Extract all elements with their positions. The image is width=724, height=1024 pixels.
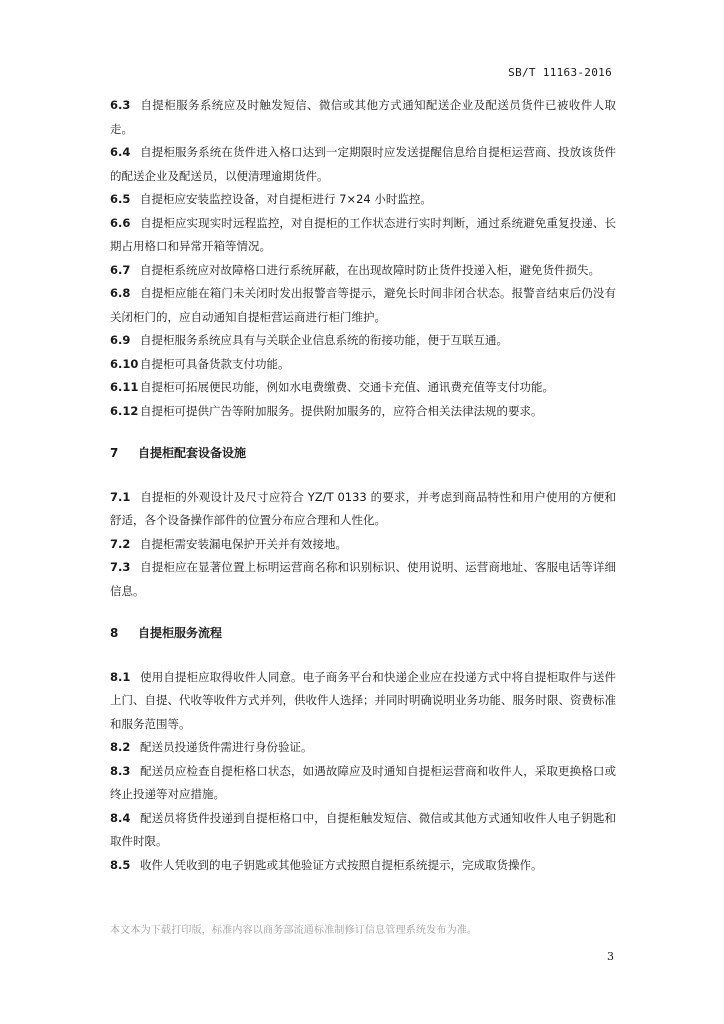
clause-number: 6.9 xyxy=(110,333,131,347)
clause-6-10 xyxy=(110,353,616,377)
clause-number: 6.12 xyxy=(110,403,139,418)
clause-text: 自提柜应安装监控设备，对自提柜进行 7×24 小时监控。 xyxy=(140,192,432,206)
section-title: 自提柜配套设备设施 xyxy=(138,446,247,460)
clause-number: 8.4 xyxy=(110,810,131,825)
clause-text: 配送员应检查自提柜格口状态，如遇故障应及时通知自提柜运营商和收件人，采取更换格口或终止投递等对应措施。 xyxy=(110,763,616,801)
clause-6-6 xyxy=(110,212,616,259)
section-number: 7 xyxy=(110,446,119,460)
clause-text: 配送员将货件投递到自提柜格口中，自提柜触发短信、微信或其他方式通知收件人电子钥匙和取件时限。 xyxy=(110,810,616,848)
clause-7-1 xyxy=(110,486,616,533)
clause-number: 6.5 xyxy=(110,192,131,206)
clause-8-4 xyxy=(110,807,616,854)
clause-8-2 xyxy=(110,736,616,760)
clause-number: 7.3 xyxy=(110,560,131,574)
clause-text: 自提柜需安装漏电保护开关并有效接地。 xyxy=(140,536,347,551)
clause-6-7 xyxy=(110,259,616,283)
section-8-clauses xyxy=(110,666,616,878)
section-8-heading xyxy=(110,622,616,646)
clause-number: 6.11 xyxy=(110,380,139,394)
clause-6-8 xyxy=(110,282,616,329)
clause-number: 6.10 xyxy=(110,356,139,371)
clause-number: 6.4 xyxy=(110,145,131,159)
clause-8-5 xyxy=(110,854,616,878)
clause-text: 自提柜系统应对故障格口进行系统屏蔽，在出现故障时防止货件投递入柜，避免货件损失。 xyxy=(140,262,600,277)
clause-text: 自提柜可提供广告等附加服务。提供附加服务的，应符合相关法律法规的要求。 xyxy=(140,403,543,418)
clause-text: 配送员投递货件需进行身份验证。 xyxy=(140,740,313,754)
clause-text: 自提柜的外观设计及尺寸应符合 YZ/T 0133 的要求，并考虑到商品特性和用户使用的方便和舒适，各个设备操作部件的位置分布应合理和人性化。 xyxy=(110,489,616,527)
clause-number: 8.5 xyxy=(110,857,131,872)
clause-text: 自提柜服务系统应及时触发短信、微信或其他方式通知配送企业及配送员货件已被收件人取走。 xyxy=(110,98,616,136)
section-6-clauses xyxy=(110,94,616,423)
clause-number: 6.7 xyxy=(110,262,131,277)
section-7-heading xyxy=(110,442,616,466)
standard-code: SB/T 11163-2016 xyxy=(508,66,612,79)
clause-6-12 xyxy=(110,400,616,424)
clause-6-9 xyxy=(110,329,616,353)
clause-number: 7.1 xyxy=(110,489,131,504)
clause-6-11 xyxy=(110,376,616,400)
clause-6-5 xyxy=(110,188,616,212)
clause-text: 自提柜应在显著位置上标明运营商名称和识别标识、使用说明、运营商地址、客服电话等详细信息。 xyxy=(110,560,616,598)
clause-7-3 xyxy=(110,556,616,603)
clause-text: 自提柜服务系统应具有与关联企业信息系统的衔接功能，便于互联互通。 xyxy=(140,333,508,347)
clause-7-2 xyxy=(110,533,616,557)
section-7-clauses xyxy=(110,486,616,604)
clause-text: 自提柜应实现实时远程监控，对自提柜的工作状态进行实时判断，通过系统避免重复投递、长期占用格口和异常开箱等情况。 xyxy=(110,215,616,253)
clause-text: 自提柜服务系统在货件进入格口达到一定期限时应发送提醒信息给自提柜运营商、投放该货件的配送企业及配送员，以便清理逾期货件。 xyxy=(110,145,616,183)
clause-8-1 xyxy=(110,666,616,737)
clause-6-3 xyxy=(110,94,616,141)
clause-text: 自提柜应能在箱门未关闭时发出报警音等提示，避免长时间非闭合状态。报警音结束后仍没有关闭柜门的，应自动通知自提柜营运商进行柜门维护。 xyxy=(110,286,616,324)
clause-number: 8.1 xyxy=(110,669,131,684)
clause-number: 6.3 xyxy=(110,98,131,112)
clause-number: 6.6 xyxy=(110,215,131,230)
section-number: 8 xyxy=(110,626,119,640)
clause-6-4 xyxy=(110,141,616,188)
clause-text: 收件人凭收到的电子钥匙或其他验证方式按照自提柜系统提示，完成取货操作。 xyxy=(140,857,543,872)
clause-number: 8.3 xyxy=(110,763,131,778)
clause-number: 7.2 xyxy=(110,536,131,551)
section-title: 自提柜服务流程 xyxy=(138,626,223,640)
clause-text: 使用自提柜应取得收件人同意。电子商务平台和快递企业应在投递方式中将自提柜取件与送件上门、自提、代收等收件方式并列，供收件人选择；并同时明确说明业务功能、服务时限、资费标准和服务范围等。 xyxy=(110,669,616,731)
page-number: 3 xyxy=(607,950,614,963)
download-disclaimer: 本文本为下载打印版，标准内容以商务部流通标准制修订信息管理系统发布为准。 xyxy=(110,925,478,936)
clause-number: 6.8 xyxy=(110,286,131,300)
clause-text: 自提柜可拓展便民功能，例如水电费缴费、交通卡充值、通讯费充值等支付功能。 xyxy=(140,380,554,394)
clause-text: 自提柜可具备货款支付功能。 xyxy=(140,356,290,371)
clause-number: 8.2 xyxy=(110,740,131,754)
document-body xyxy=(110,94,616,877)
clause-8-3 xyxy=(110,760,616,807)
